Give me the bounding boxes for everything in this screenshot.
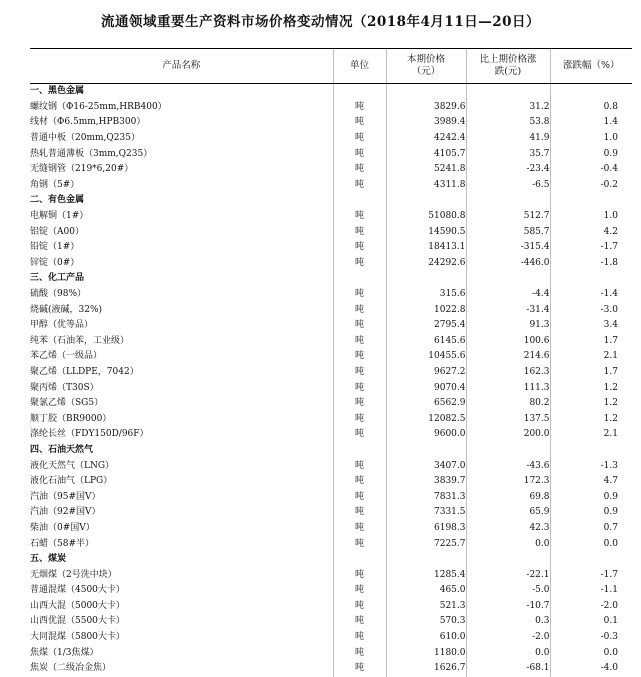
empty-cell [386,443,466,459]
pct-cell: 1.0 [550,209,632,225]
product-name-cell: 石蜡（58#半） [30,538,94,549]
pct-cell: -2.0 [550,599,632,615]
unit-cell: 吨 [333,427,386,443]
pct-cell: 1.2 [550,396,632,412]
product-name-cell: 线材（Φ6.5mm,HPB300） [30,117,146,128]
unit-cell: 吨 [333,334,386,350]
unit-cell: 吨 [333,178,386,194]
empty-cell [550,443,632,459]
header-price-label: 本期价格（元） [406,54,445,77]
table-row [30,614,632,630]
unit-cell: 吨 [333,302,386,318]
unit-cell: 吨 [333,100,386,116]
table-row [30,318,632,334]
change-cell: -446.0 [466,256,550,272]
product-name-cell: 山西优混（5500大卡） [30,616,125,627]
price-cell: 51080.8 [386,209,466,225]
change-cell: -4.4 [466,287,550,303]
table-row [30,131,632,147]
unit-cell: 吨 [333,521,386,537]
table-row [30,380,632,396]
price-cell: 4105.7 [386,146,466,162]
product-name-cell: 苯乙烯（一级品） [30,351,103,362]
price-cell: 1180.0 [386,645,466,661]
change-cell: 65.9 [466,505,550,521]
table-row [30,302,632,318]
pct-cell: 1.0 [550,131,632,147]
empty-cell [550,84,632,100]
change-cell: 53.8 [466,115,550,131]
table-row [30,396,632,412]
product-name-cell: 无缝钢管（219*6,20#） [30,164,134,175]
table-row [30,505,632,521]
category-name: 五、煤炭 [30,554,67,565]
category-name: 一、黑色金属 [30,86,85,97]
price-cell: 1626.7 [386,661,466,677]
price-cell: 10455.6 [386,349,466,365]
price-cell: 1285.4 [386,567,466,583]
change-cell: 200.0 [466,427,550,443]
product-name-cell: 涤纶长丝（FDY150D/96F） [30,429,149,440]
empty-cell [386,552,466,568]
price-cell: 610.0 [386,630,466,646]
pct-cell: -1.7 [550,240,632,256]
change-cell: 100.6 [466,334,550,350]
change-cell: -5.0 [466,583,550,599]
pct-cell: -1.7 [550,567,632,583]
pct-cell: -3.0 [550,302,632,318]
pct-cell: 1.4 [550,115,632,131]
category-row [30,443,632,459]
price-cell: 465.0 [386,583,466,599]
pct-cell: 0.9 [550,505,632,521]
empty-cell [333,552,386,568]
product-name-cell: 角钢（5#） [30,179,80,190]
empty-cell [333,193,386,209]
product-name-cell: 聚丙烯（T30S） [30,382,99,393]
price-cell: 12082.5 [386,411,466,427]
table-row [30,209,632,225]
empty-cell [466,193,550,209]
category-row [30,84,632,100]
price-cell: 6198.3 [386,521,466,537]
change-cell: 80.2 [466,396,550,412]
price-cell: 14590.5 [386,224,466,240]
table-row [30,661,632,677]
pct-cell: -1.4 [550,287,632,303]
unit-cell: 吨 [333,645,386,661]
price-cell: 3829.6 [386,100,466,116]
table-row [30,100,632,116]
change-cell: 0.0 [466,645,550,661]
header-change [466,49,550,84]
pct-cell: 1.7 [550,365,632,381]
pct-cell: 0.1 [550,614,632,630]
unit-cell: 吨 [333,396,386,412]
empty-cell [333,84,386,100]
pct-cell: -1.8 [550,256,632,272]
unit-cell: 吨 [333,115,386,131]
unit-cell: 吨 [333,474,386,490]
table-row [30,365,632,381]
table-row [30,349,632,365]
table-row [30,224,632,240]
empty-cell [386,84,466,100]
unit-cell: 吨 [333,380,386,396]
category-row [30,552,632,568]
table-row [30,162,632,178]
category-row [30,271,632,287]
change-cell: 512.7 [466,209,550,225]
price-cell: 4242.4 [386,131,466,147]
price-cell: 5241.8 [386,162,466,178]
product-name-cell: 聚氯乙烯（SG5） [30,398,104,409]
category-name: 四、石油天然气 [30,444,94,455]
pct-cell: -0.3 [550,630,632,646]
empty-cell [466,271,550,287]
table-body [30,84,632,677]
price-cell: 570.3 [386,614,466,630]
change-cell: 35.7 [466,146,550,162]
product-name-cell: 螺纹钢（Φ16-25mm,HRB400） [30,101,167,112]
change-cell: 69.8 [466,489,550,505]
change-cell: 214.6 [466,349,550,365]
change-cell: 31.2 [466,100,550,116]
unit-cell: 吨 [333,630,386,646]
product-name-cell: 液化石油气（LPG） [30,476,113,487]
product-name-cell: 聚乙烯（LLDPE，7042） [30,366,139,377]
table-header-row [30,49,632,84]
product-name-cell: 焦炭（二级冶金焦） [30,663,112,674]
product-name-cell: 山西大混（5000大卡） [30,600,125,611]
table-row [30,115,632,131]
unit-cell: 吨 [333,318,386,334]
product-name-cell: 液化天然气（LNG） [30,460,115,471]
price-cell: 1022.8 [386,302,466,318]
product-name-cell: 硫酸（98%） [30,289,87,300]
table-row [30,334,632,350]
pct-cell: 0.9 [550,146,632,162]
change-cell: -31.4 [466,302,550,318]
empty-cell [466,552,550,568]
unit-cell: 吨 [333,583,386,599]
pct-cell: 2.1 [550,427,632,443]
unit-cell: 吨 [333,349,386,365]
page-title: 流通领域重要生产资料市场价格变动情况（2018年4月11日—20日） [100,14,541,30]
change-cell: 0.3 [466,614,550,630]
product-name-cell: 焦煤（1/3焦煤） [30,647,99,658]
change-cell: 41.9 [466,131,550,147]
unit-cell: 吨 [333,146,386,162]
change-cell: -6.5 [466,178,550,194]
product-name-cell: 普通中板（20mm,Q235） [30,133,140,144]
empty-cell [333,271,386,287]
change-cell: 91.3 [466,318,550,334]
price-cell: 2795.4 [386,318,466,334]
pct-cell: 1.2 [550,411,632,427]
price-cell: 6562.9 [386,396,466,412]
change-cell: 111.3 [466,380,550,396]
unit-cell: 吨 [333,614,386,630]
product-name-cell: 无烟煤（2号洗中块） [30,569,117,580]
price-cell: 24292.6 [386,256,466,272]
product-name-cell: 大同混煤（5800大卡） [30,632,125,643]
product-name-cell: 纯苯（石油苯，工业级） [30,335,130,346]
price-cell: 9627.2 [386,365,466,381]
table-row [30,599,632,615]
pct-cell: -0.2 [550,178,632,194]
price-cell: 9600.0 [386,427,466,443]
change-cell: 172.3 [466,474,550,490]
product-name-cell: 甲醇（优等品） [30,320,94,331]
category-row [30,193,632,209]
pct-cell: 0.0 [550,645,632,661]
empty-cell [466,84,550,100]
pct-cell: -0.4 [550,162,632,178]
table-row [30,630,632,646]
pct-cell: 1.7 [550,334,632,350]
product-name-cell: 汽油（95#国Ⅴ） [30,491,101,502]
table-row [30,536,632,552]
category-name: 二、有色金属 [30,195,85,206]
product-name-cell: 烧碱(液碱，32%) [30,304,103,315]
price-cell: 315.6 [386,287,466,303]
price-table [30,48,632,677]
product-name-cell: 顺丁胶（BR9000） [30,413,112,424]
change-cell: 42.3 [466,521,550,537]
empty-cell [466,443,550,459]
empty-cell [550,271,632,287]
pct-cell: 2.1 [550,349,632,365]
unit-cell: 吨 [333,411,386,427]
change-cell: -43.6 [466,458,550,474]
product-name-cell: 铅锭（1#） [30,242,80,253]
unit-cell: 吨 [333,599,386,615]
price-cell: 9070.4 [386,380,466,396]
table-row [30,567,632,583]
pct-cell: 4.2 [550,224,632,240]
unit-cell: 吨 [333,287,386,303]
product-name-cell: 柴油（0#国Ⅴ） [30,522,95,533]
change-cell: -315.4 [466,240,550,256]
change-cell: -10.7 [466,599,550,615]
table-row [30,411,632,427]
unit-cell: 吨 [333,162,386,178]
change-cell: -2.0 [466,630,550,646]
header-change-label: 比上期价格涨跌(元) [479,54,537,77]
pct-cell: 0.9 [550,489,632,505]
unit-cell: 吨 [333,256,386,272]
change-cell: 0.0 [466,536,550,552]
pct-cell: 0.7 [550,521,632,537]
unit-cell: 吨 [333,661,386,677]
header-unit: 单位 [333,49,386,84]
category-name: 三、化工产品 [30,273,85,284]
change-cell: -22.1 [466,567,550,583]
change-cell: -68.1 [466,661,550,677]
price-cell: 7831.3 [386,489,466,505]
empty-cell [550,552,632,568]
change-cell: -23.4 [466,162,550,178]
unit-cell: 吨 [333,458,386,474]
table-row [30,178,632,194]
empty-cell [333,443,386,459]
pct-cell: -1.3 [550,458,632,474]
price-cell: 6145.6 [386,334,466,350]
product-name-cell: 热轧普通薄板（3mm,Q235） [30,148,153,159]
header-product-name: 产品名称 [30,49,333,84]
table-row [30,240,632,256]
price-cell: 3407.0 [386,458,466,474]
table-row [30,521,632,537]
price-cell: 3989.4 [386,115,466,131]
table-row [30,427,632,443]
header-pct: 涨跌幅（%） [550,49,632,84]
change-cell: 162.3 [466,365,550,381]
pct-cell: 0.8 [550,100,632,116]
unit-cell: 吨 [333,209,386,225]
product-name-cell: 锌锭（0#） [30,257,80,268]
change-cell: 137.5 [466,411,550,427]
product-name-cell: 铝锭（A00） [30,226,84,237]
table-row [30,645,632,661]
price-cell: 7331.5 [386,505,466,521]
change-cell: 585.7 [466,224,550,240]
empty-cell [550,193,632,209]
table-row [30,287,632,303]
unit-cell: 吨 [333,131,386,147]
unit-cell: 吨 [333,536,386,552]
table-row [30,489,632,505]
unit-cell: 吨 [333,505,386,521]
price-cell: 18413.1 [386,240,466,256]
pct-cell: 3.4 [550,318,632,334]
price-cell: 7225.7 [386,536,466,552]
unit-cell: 吨 [333,240,386,256]
header-price [386,49,466,84]
table-row [30,256,632,272]
table-row [30,583,632,599]
unit-cell: 吨 [333,567,386,583]
product-name-cell: 普通混煤（4500大卡） [30,585,125,596]
table-row [30,146,632,162]
price-cell: 3839.7 [386,474,466,490]
unit-cell: 吨 [333,489,386,505]
table-row [30,458,632,474]
empty-cell [386,271,466,287]
pct-cell: 0.0 [550,536,632,552]
unit-cell: 吨 [333,365,386,381]
unit-cell: 吨 [333,224,386,240]
pct-cell: 1.2 [550,380,632,396]
price-cell: 4311.8 [386,178,466,194]
pct-cell: 4.7 [550,474,632,490]
pct-cell: -4.0 [550,661,632,677]
price-cell: 521.3 [386,599,466,615]
product-name-cell: 汽油（92#国Ⅴ） [30,507,101,518]
pct-cell: -1.1 [550,583,632,599]
empty-cell [386,193,466,209]
product-name-cell: 电解铜（1#） [30,211,89,222]
table-row [30,474,632,490]
